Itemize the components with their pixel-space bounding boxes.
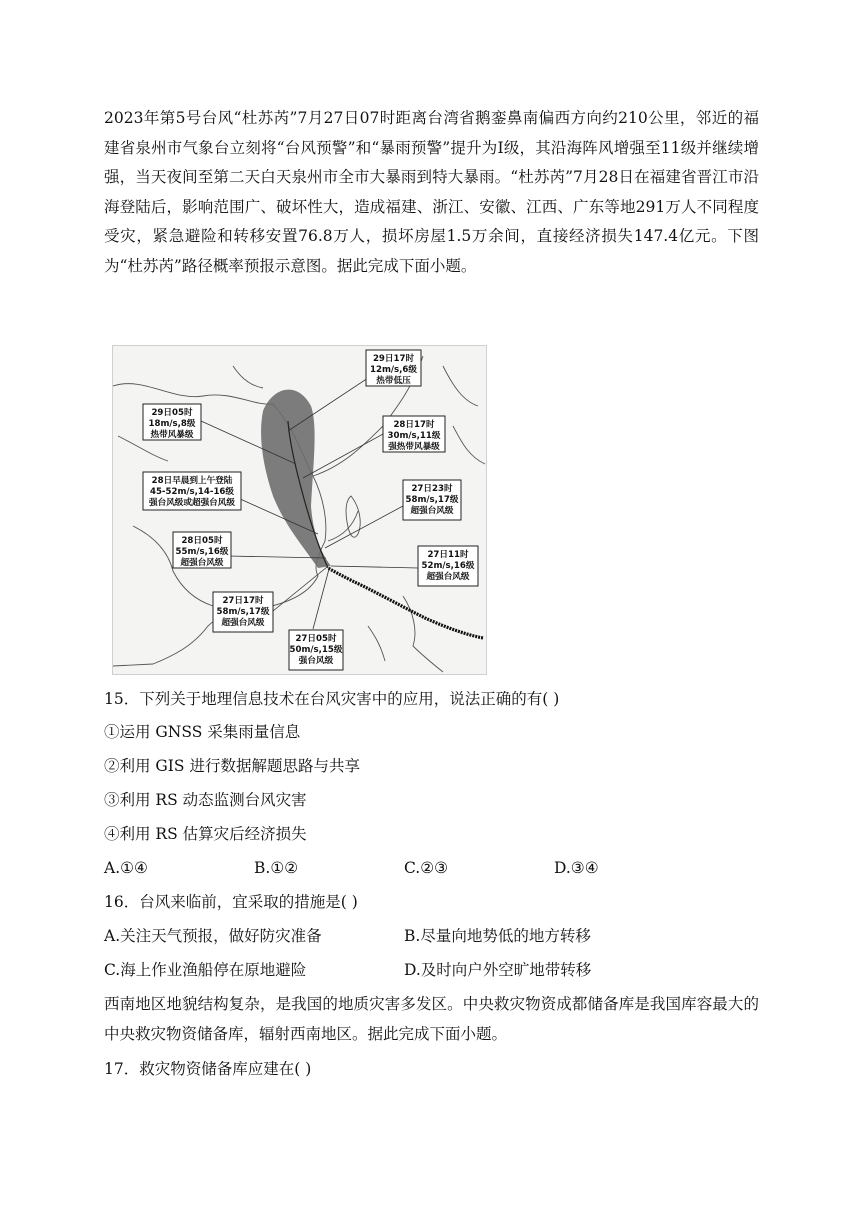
probability-cone [261,390,331,568]
q17-stem: 17．救灾物资储备库应建在( ) [104,1060,312,1078]
callout-box [143,404,201,440]
callout-text: 强台风级 [298,656,334,666]
callout-text: 27日23时 [411,484,453,494]
callout-text: 超强台风级 [180,558,224,568]
q15-option-c[interactable]: C.②③ [404,859,449,877]
callout-text: 52m/s,16级 [421,561,475,571]
callout-text: 27日17时 [222,596,264,606]
q15-item-1: ①运用 GNSS 采集雨量信息 [104,723,301,741]
callout-text: 29日05时 [151,408,193,418]
callout-box [173,532,231,568]
callout-text: 27日05时 [295,634,337,644]
callout-box [366,350,421,386]
q15-option-d[interactable]: D.③④ [554,859,599,877]
callout-box [418,546,478,586]
q15-item-3: ③利用 RS 动态监测台风灾害 [104,791,307,809]
q15-option-a[interactable]: A.①④ [104,859,148,877]
callout-text: 热带风暴级 [150,430,194,440]
typhoon-track-map [112,345,487,675]
q16-option-a[interactable]: A.关注天气预报，做好防灾准备 [104,927,322,945]
q16-option-c[interactable]: C.海上作业渔船停在原地避险 [104,961,307,979]
callout-text: 58m/s,17级 [405,495,459,505]
passage-disaster-reserve: 西南地区地貌结构复杂，是我国的地质灾害多发区。中央救灾物资成都储备库是我国库容最大的中央救灾物资储备库，辐射西南地区。据此完成下面小题。 [104,995,759,1043]
callout-text: 12m/s,6级 [369,365,418,375]
q15-stem: 15．下列关于地理信息技术在台风灾害中的应用，说法正确的有( ) [104,690,560,708]
q16-option-b[interactable]: B.尽量向地势低的地方转移 [404,927,591,945]
callout-text: 强台风级或超强台风级 [149,498,235,508]
passage-typhoon: 2023年第5号台风“杜苏芮”7月27日07时距离台湾省鹅銮鼻南偏西方向约210公里，邻近的福建省泉州市气象台立刻将“台风预警”和“暴雨预警”提升为Ⅰ级，其沿海阵风增强至11级并继续增强，当天夜间至第二天白天泉州市全市大暴雨到特大暴雨。“杜苏芮”7月28日在福建省晋江市沿海登陆后，影响范围广、破坏性大，造成福建、浙江、安徽、江西、广东等地291万人不同程度受灾，紧急避险和转移安置76.8万人，损坏房屋1.5万余间，直接经济损失147.4亿元。下图为“杜苏芮”路径概率预报示意图。据此完成下面小题。 [104,109,759,275]
callout-box [403,480,461,520]
callout-text: 28日17时 [393,420,435,430]
callout-text: 29日17时 [372,354,415,364]
callout-text: 超强台风级 [221,618,265,628]
callout-text: 27日11时 [427,550,469,560]
q15-option-b[interactable]: B.①② [254,859,299,877]
callout-text: 28日早晨到上午登陆 [151,476,233,486]
callout-text: 50m/s,15级 [289,645,343,655]
callout-text: 强热带风暴级 [388,442,440,452]
callout-box [383,416,445,452]
callout-text: 28日05时 [181,536,223,546]
callout-text: 18m/s,8级 [148,419,196,429]
callout-box [143,472,241,510]
q16-stem: 16．台风来临前，宜采取的措施是( ) [104,893,358,911]
callout-text: 58m/s,17级 [216,607,270,617]
callout-text: 45-52m/s,14-16级 [149,487,235,497]
callout-text: 超强台风级 [426,572,470,582]
callout-box [213,592,273,632]
callout-text: 热带低压 [376,376,411,386]
callout-box [289,630,343,670]
q16-option-d[interactable]: D.及时向户外空旷地带转移 [404,961,592,979]
q15-item-2: ②利用 GIS 进行数据解题思路与共享 [104,757,360,775]
callout-text: 超强台风级 [410,506,454,516]
callout-text: 30m/s,11级 [387,431,441,441]
callout-text: 55m/s,16级 [175,547,229,557]
q15-item-4: ④利用 RS 估算灾后经济损失 [104,825,307,843]
